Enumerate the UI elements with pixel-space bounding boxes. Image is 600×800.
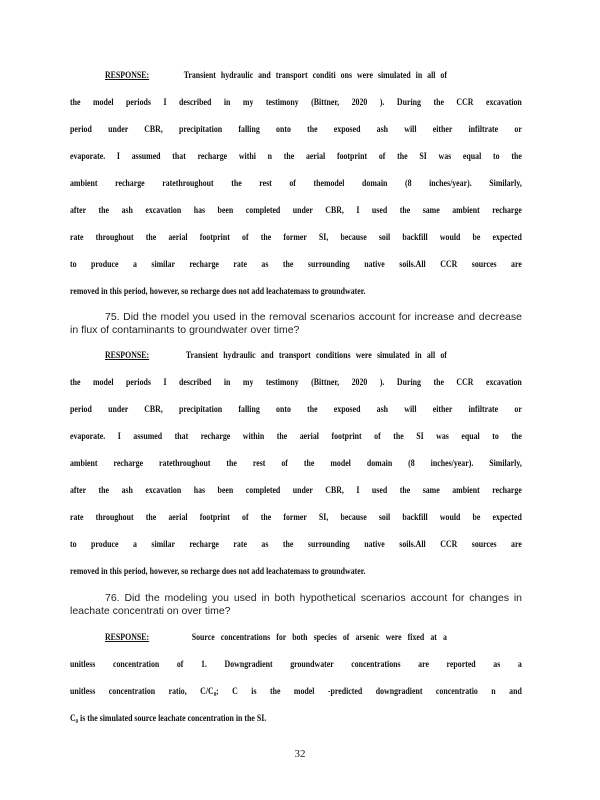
response-line: unitless concentration ratio, C/C₀; C is the model -predicted downgradient concentratio n and xyxy=(70,686,522,697)
response-line: rate throughout the aerial footprint of the former SI, because soil backfill would be expected xyxy=(70,232,522,243)
page-number: 32 xyxy=(294,748,306,760)
response-line: the model periods I described in my testimony (Bittner, 2020 ). During the CCR excavation xyxy=(70,377,522,388)
question-75-line: in flux of contaminants to groundwater over time? xyxy=(70,324,300,336)
response-label: RESPONSE: xyxy=(105,632,150,643)
response-line: unitless concentration of 1. Downgradient groundwater concentrations are reported as a xyxy=(70,659,522,670)
response-line: to produce a similar recharge rate as the surrounding native soils.All CCR sources are xyxy=(70,259,522,270)
response-line: to produce a similar recharge rate as the surrounding native soils.All CCR sources are xyxy=(70,539,522,550)
response-line: RESPONSE: Transient hydraulic and transport conditions were simulated in all of xyxy=(105,350,447,361)
response-line: ambient recharge ratethroughout the rest of themodel domain (8 inches/year). Similarly, xyxy=(70,178,522,189)
response-line: C₀ is the simulated source leachate concentration in the SI. xyxy=(70,713,267,724)
response-line: RESPONSE: Transient hydraulic and transport conditi ons were simulated in all of xyxy=(105,70,447,81)
response-line: evaporate. I assumed that recharge within the aerial footprint of the SI was equal to the xyxy=(70,431,522,442)
response-label: RESPONSE: xyxy=(105,70,150,81)
response-line: period under CBR, precipitation falling onto the exposed ash will either infiltrate or xyxy=(70,404,522,415)
response-line: RESPONSE: Source concentrations for both species of arsenic were fixed at a xyxy=(105,632,447,643)
response-line: rate throughout the aerial footprint of the former SI, because soil backfill would be expected xyxy=(70,512,522,523)
response-line: the model periods I described in my testimony (Bittner, 2020 ). During the CCR excavation xyxy=(70,97,522,108)
response-label: RESPONSE: xyxy=(105,350,150,361)
response-line: evaporate. I assumed that recharge withi n the aerial footprint of the SI was equal to the xyxy=(70,151,522,162)
question-75-line: 75. Did the model you used in the removal scenarios account for increase and decrease xyxy=(105,311,522,323)
response-line: removed in this period, however, so recharge does not add leachatemass to groundwater. xyxy=(70,286,366,297)
question-76-line: leachate concentrati on over time? xyxy=(70,605,231,617)
question-76-line: 76. Did the modeling you used in both hypothetical scenarios account for changes in xyxy=(105,592,522,604)
response-line: after the ash excavation has been completed under CBR, I used the same ambient recharge xyxy=(70,205,522,216)
response-line: after the ash excavation has been completed under CBR, I used the same ambient recharge xyxy=(70,485,522,496)
response-line: ambient recharge ratethroughout the rest of the model domain (8 inches/year). Similarly, xyxy=(70,458,522,469)
response-line: removed in this period, however, so recharge does not add leachatemass to groundwater. xyxy=(70,566,366,577)
response-line: period under CBR, precipitation falling onto the exposed ash will either infiltrate or xyxy=(70,124,522,135)
